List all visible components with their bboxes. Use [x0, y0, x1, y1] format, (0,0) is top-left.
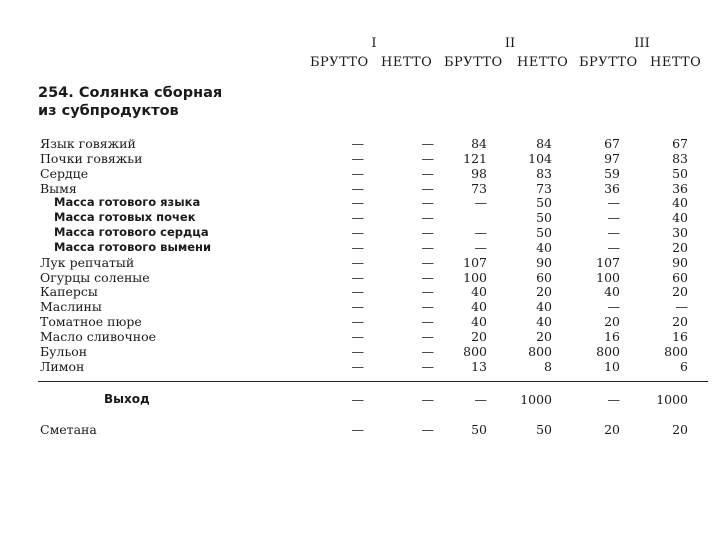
recipe-title-line-2: из субпродуктов — [38, 103, 179, 119]
value-net-2: 73 — [536, 180, 552, 196]
value-net-1: — — [421, 284, 434, 300]
value-net-3: 20 — [672, 314, 688, 330]
recipe-title-line-1: 254. Солянка сборная — [38, 85, 223, 101]
value-gross-1: — — [351, 136, 364, 151]
value-gross-3: 16 — [604, 328, 620, 344]
ingredient-name: Бульон — [40, 343, 88, 359]
value-net-2: 40 — [536, 239, 552, 255]
value-net-2: 20 — [536, 284, 552, 300]
ingredient-row — [0, 299, 720, 314]
ingredients-table — [0, 136, 720, 374]
value-net-1: — — [421, 239, 434, 255]
table-divider — [38, 381, 708, 382]
value-net-1: — — [421, 254, 434, 270]
value-gross-2: 107 — [463, 254, 487, 270]
column-header-gross-2: БРУТТО — [444, 55, 503, 70]
value-gross-3: 40 — [604, 284, 620, 300]
ingredient-name: Огурцы соленые — [40, 269, 150, 285]
ingredient-name: Томатное пюре — [40, 314, 142, 330]
value-net-1: — — [421, 328, 434, 344]
column-header-net-2: НЕТТО — [517, 55, 569, 70]
value-net-3: 800 — [664, 343, 688, 359]
value-gross-3: 20 — [604, 422, 620, 437]
value-gross-1: — — [351, 239, 364, 255]
value-gross-2: 121 — [463, 150, 487, 166]
ingredient-row — [0, 181, 720, 196]
value-net-3: 36 — [672, 180, 688, 196]
column-group-2: II — [504, 36, 516, 51]
value-gross-2: 800 — [463, 343, 487, 359]
value-gross-3: 20 — [604, 314, 620, 330]
value-net-3: 40 — [672, 210, 688, 226]
value-net-1: — — [421, 150, 434, 166]
value-net-1: — — [421, 210, 434, 226]
recipe-title — [38, 84, 222, 120]
value-net-1: — — [421, 180, 434, 196]
value-gross-2: — — [474, 195, 487, 211]
value-gross-1: — — [351, 343, 364, 359]
value-net-2: 20 — [536, 328, 552, 344]
value-gross-1: — — [351, 328, 364, 344]
value-net-3: 90 — [672, 254, 688, 270]
ingredient-name: Вымя — [40, 180, 77, 196]
value-net-1: — — [421, 358, 434, 374]
value-gross-2: 40 — [471, 299, 487, 315]
value-net-3: 20 — [672, 284, 688, 300]
value-net-1: — — [421, 195, 434, 211]
ingredient-name: Лук репчатый — [40, 254, 135, 270]
value-gross-3: 107 — [596, 254, 620, 270]
ingredient-name: Масло сливочное — [40, 328, 157, 344]
value-net-3: 6 — [680, 358, 688, 374]
ingredient-row — [0, 255, 720, 270]
value-gross-1: — — [351, 180, 364, 196]
value-gross-3: 59 — [604, 165, 620, 181]
ingredient-row — [0, 151, 720, 166]
value-net-2: 104 — [528, 150, 552, 166]
ingredient-row — [0, 329, 720, 344]
value-net-3: 16 — [672, 328, 688, 344]
value-gross-1: — — [351, 225, 364, 241]
value-net-3: 67 — [672, 136, 688, 151]
value-gross-2: 100 — [463, 269, 487, 285]
value-net-1: — — [421, 225, 434, 241]
value-gross-1: — — [351, 422, 364, 437]
value-net-3: 60 — [672, 269, 688, 285]
ingredient-row — [0, 210, 720, 225]
value-gross-1: — — [351, 165, 364, 181]
value-gross-2: — — [474, 225, 487, 241]
value-gross-3: — — [607, 239, 620, 255]
ingredient-row — [0, 270, 720, 285]
value-gross-3: 10 — [604, 358, 620, 374]
column-group-3: III — [634, 36, 650, 51]
value-gross-1: — — [351, 299, 364, 315]
value-net-1: — — [421, 136, 434, 151]
value-gross-1: — — [351, 195, 364, 211]
ingredient-row — [0, 136, 720, 151]
ingredient-name: Масса готового сердца — [54, 225, 209, 240]
value-gross-3: — — [607, 210, 620, 226]
value-gross-2: 84 — [471, 136, 487, 151]
value-gross-2: 40 — [471, 314, 487, 330]
value-net-2: 8 — [544, 358, 552, 374]
value-gross-3: — — [607, 225, 620, 241]
value-net-2: 84 — [536, 136, 552, 151]
column-group-1: I — [371, 36, 377, 51]
value-net-1: — — [421, 343, 434, 359]
value-gross-1: — — [351, 269, 364, 285]
value-gross-3: 97 — [604, 150, 620, 166]
ingredient-row — [0, 240, 720, 255]
value-net-3: 1000 — [656, 392, 688, 407]
value-net-1: — — [421, 299, 434, 315]
value-gross-3: — — [607, 392, 620, 407]
value-gross-1: — — [351, 150, 364, 166]
value-net-3: 83 — [672, 150, 688, 166]
column-header-net-1: НЕТТО — [381, 55, 433, 70]
value-net-3: 20 — [672, 422, 688, 437]
ingredient-row — [0, 359, 720, 374]
ingredient-row — [0, 225, 720, 240]
value-net-2: 50 — [536, 225, 552, 241]
value-gross-3: 800 — [596, 343, 620, 359]
value-net-2: 50 — [536, 422, 552, 437]
value-gross-2: — — [474, 392, 487, 407]
ingredient-name: Почки говяжьи — [40, 150, 143, 166]
ingredient-name: Масса готового вымени — [54, 239, 212, 254]
column-header-net-3: НЕТТО — [650, 55, 702, 70]
ingredient-row — [0, 284, 720, 299]
value-net-1: — — [421, 165, 434, 181]
ingredient-name: Сердце — [40, 165, 89, 181]
value-net-2: 50 — [536, 195, 552, 211]
value-gross-3: 100 — [596, 269, 620, 285]
value-net-1: — — [421, 269, 434, 285]
value-gross-1: — — [351, 358, 364, 374]
value-net-1: — — [421, 392, 434, 407]
value-net-3: 40 — [672, 195, 688, 211]
ingredient-name: Лимон — [40, 358, 85, 374]
value-gross-3: — — [607, 299, 620, 315]
value-net-2: 1000 — [520, 392, 552, 407]
value-gross-2: 73 — [471, 180, 487, 196]
ingredient-row — [0, 166, 720, 181]
ingredient-name: Каперсы — [40, 284, 98, 300]
value-net-3: 20 — [672, 239, 688, 255]
value-gross-2: 13 — [471, 358, 487, 374]
ingredient-name: Масса готовых почек — [54, 210, 196, 225]
ingredient-row — [0, 195, 720, 210]
value-gross-1: — — [351, 210, 364, 226]
value-gross-1: — — [351, 392, 364, 407]
value-net-2: 40 — [536, 314, 552, 330]
ingredient-name: Масса готового языка — [54, 195, 201, 210]
value-gross-3: — — [607, 195, 620, 211]
ingredient-name: Маслины — [40, 299, 102, 315]
value-net-2: 90 — [536, 254, 552, 270]
value-gross-2: 20 — [471, 328, 487, 344]
value-net-3: 50 — [672, 165, 688, 181]
value-net-1: — — [421, 422, 434, 437]
value-gross-2: — — [474, 239, 487, 255]
value-gross-2: 40 — [471, 284, 487, 300]
value-net-3: — — [675, 299, 688, 315]
value-net-1: — — [421, 314, 434, 330]
value-net-2: 40 — [536, 299, 552, 315]
value-net-2: 50 — [536, 210, 552, 226]
column-header-gross-3: БРУТТО — [579, 55, 638, 70]
value-gross-1: — — [351, 284, 364, 300]
value-gross-2: 98 — [471, 165, 487, 181]
ingredient-row — [0, 314, 720, 329]
ingredient-row — [0, 344, 720, 359]
ingredient-name: Язык говяжий — [40, 136, 136, 151]
yield-label: Выход — [104, 392, 150, 406]
column-header-gross-1: БРУТТО — [310, 55, 369, 70]
value-gross-3: 67 — [604, 136, 620, 151]
value-gross-1: — — [351, 314, 364, 330]
value-gross-2: 50 — [471, 422, 487, 437]
value-gross-1: — — [351, 254, 364, 270]
value-net-2: 83 — [536, 165, 552, 181]
value-net-2: 800 — [528, 343, 552, 359]
sour-cream-label: Сметана — [40, 422, 97, 437]
value-net-2: 60 — [536, 269, 552, 285]
value-gross-3: 36 — [604, 180, 620, 196]
value-net-3: 30 — [672, 225, 688, 241]
